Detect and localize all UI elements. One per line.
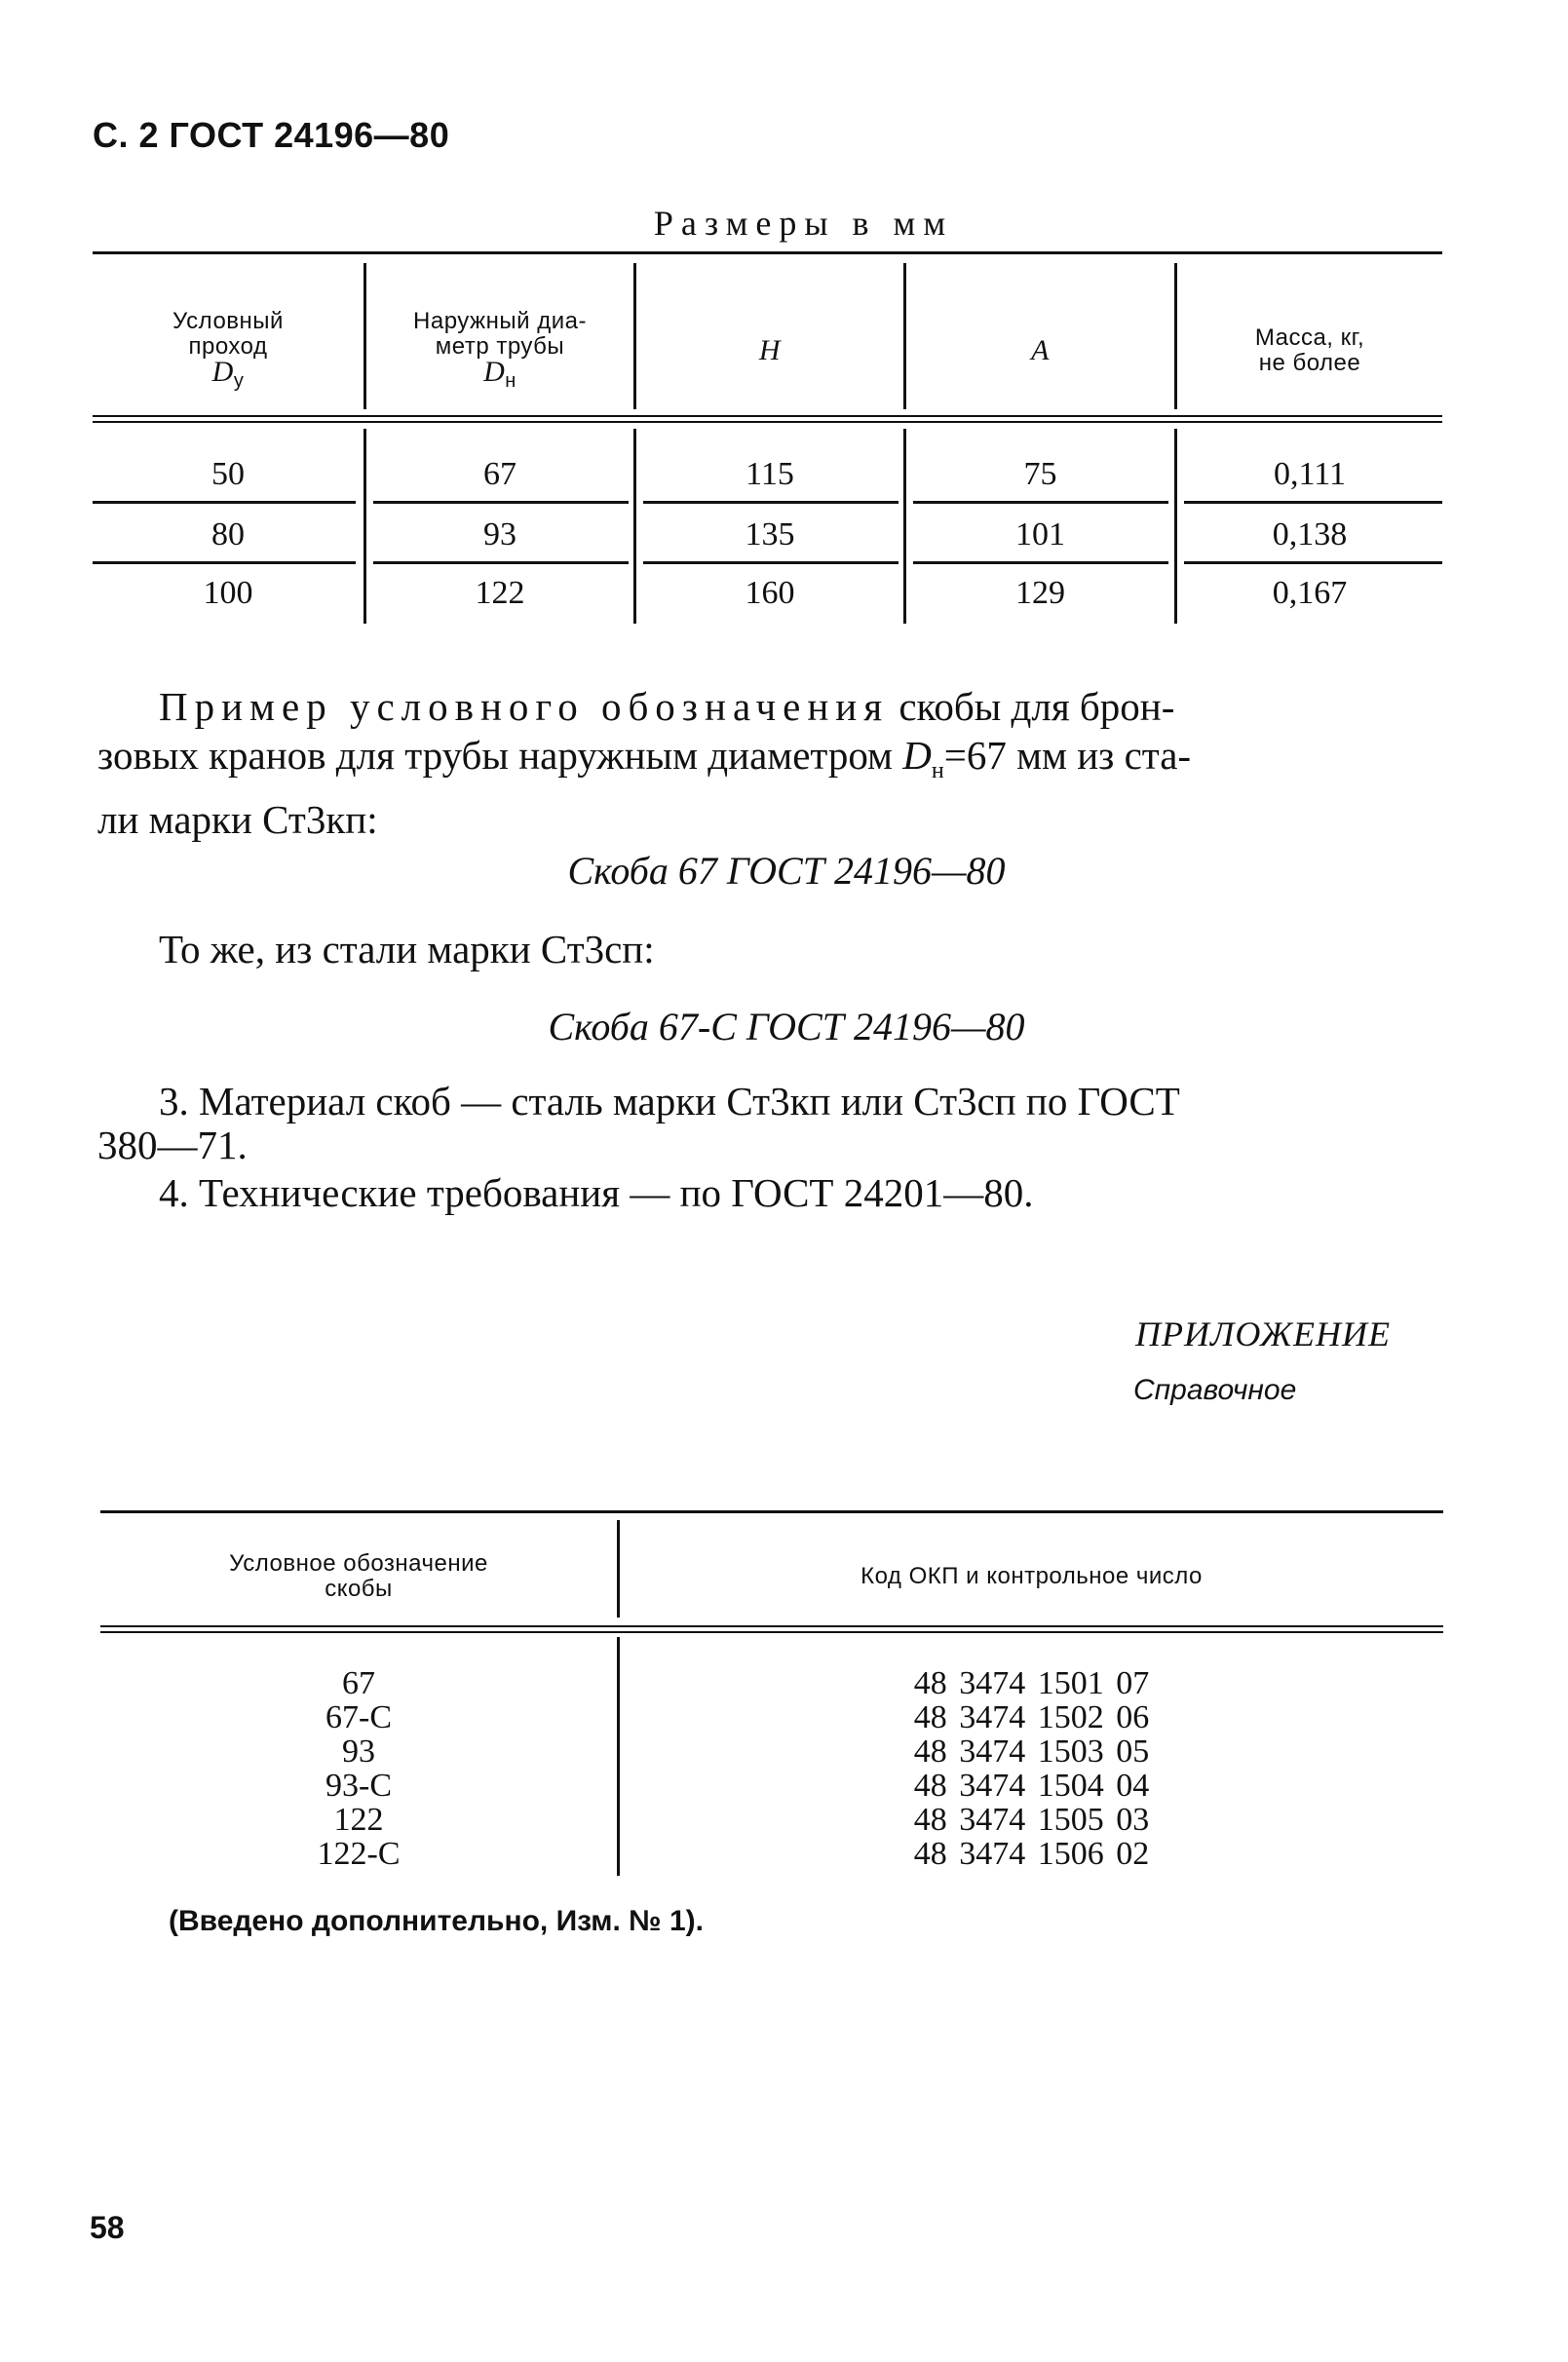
example-line3: ли марки Ст3кп: — [97, 797, 378, 843]
list-item: 122-С — [317, 1836, 401, 1872]
example-line1-rest: скобы для брон- — [889, 684, 1175, 729]
header-title: ГОСТ 24196—80 — [169, 115, 450, 155]
page-header — [93, 115, 449, 156]
example-paragraph — [97, 682, 1445, 844]
item-3-line1: 3. Материал скоб — сталь марки Ст3кп или Ст3сп по ГОСТ — [159, 1079, 1180, 1124]
table2-header-rule — [100, 1625, 1443, 1627]
list-item: 93 — [342, 1733, 375, 1770]
header-outer-diameter: Наружный диа- метр трубы $D_н$ — [413, 307, 587, 392]
table-cell: 115 — [746, 456, 794, 492]
row-rule — [913, 561, 1168, 564]
table2-header-rule-2 — [100, 1631, 1443, 1633]
table-cell: 0,138 — [1272, 516, 1348, 552]
table-cell: 122 — [475, 575, 525, 611]
item-4-requirements: 4. Технические требования — по ГОСТ 24201—80. — [159, 1170, 1034, 1215]
list-item: 67 — [342, 1665, 375, 1701]
dimensions-table — [93, 251, 1442, 631]
table1-header-rule — [93, 415, 1442, 417]
header-okp-code: Код ОКП и контрольное число — [860, 1563, 1203, 1589]
table-cell: 67 — [483, 456, 516, 492]
row-rule — [913, 501, 1168, 504]
table1-header-rule-2 — [93, 421, 1442, 423]
table-cell: 75 — [1023, 456, 1057, 492]
list-item: 48 3474 1504 04 — [913, 1768, 1150, 1804]
code-column — [620, 1666, 1443, 1871]
appendix-title: ПРИЛОЖЕНИЕ — [1135, 1314, 1391, 1353]
header-designation: Условное обозначение скобы — [229, 1550, 488, 1602]
same-steel-text: То же, из стали марки Ст3сп: — [159, 927, 655, 971]
list-item: 93-С — [325, 1768, 392, 1804]
table1-caption: Размеры в мм — [653, 204, 954, 243]
appendix-subtitle: Справочное — [1133, 1374, 1297, 1406]
table-cell: 0,167 — [1272, 575, 1348, 611]
designation-column — [100, 1666, 617, 1871]
row-rule — [373, 501, 629, 504]
table-cell: 0,111 — [1274, 456, 1346, 492]
header-prefix: С. 2 — [93, 115, 160, 155]
example-line2: зовых кранов для трубы наружным диаметром $D_н=67$ мм из ста- — [97, 733, 1192, 784]
table-cell: 135 — [745, 516, 795, 552]
example-spaced: Пример условного обозначения — [159, 684, 890, 729]
table-cell: 160 — [745, 575, 795, 611]
table-cell: 93 — [483, 516, 516, 552]
list-item: 122 — [333, 1802, 384, 1838]
row-rule — [643, 501, 899, 504]
header-h: H — [758, 334, 782, 366]
table-cell: 100 — [203, 575, 253, 611]
table-cell: 50 — [211, 456, 245, 492]
page-number: 58 — [90, 2210, 125, 2245]
list-item: 48 3474 1502 06 — [913, 1699, 1150, 1735]
table-cell: 101 — [1015, 516, 1065, 552]
row-rule — [373, 561, 629, 564]
table1-top-rule — [93, 251, 1442, 254]
row-rule — [1184, 501, 1442, 504]
row-rule — [1184, 561, 1442, 564]
list-item: 48 3474 1501 07 — [913, 1665, 1150, 1701]
list-item: 67-С — [325, 1699, 392, 1735]
header-nominal-bore: Условный проход $D_у$ — [172, 307, 284, 392]
header-mass: Масса, кг, не более — [1254, 324, 1365, 376]
row-rule — [93, 501, 356, 504]
list-item: 48 3474 1503 05 — [913, 1733, 1150, 1770]
designation-example-1: Скоба 67 ГОСТ 24196—80 — [567, 849, 1006, 893]
row-rule — [93, 561, 356, 564]
table-cell: 80 — [211, 516, 245, 552]
amendment-note: (Введено дополнительно, Изм. № 1). — [169, 1905, 704, 1937]
table-cell: 129 — [1015, 575, 1065, 611]
list-item: 48 3474 1505 03 — [913, 1802, 1150, 1838]
item-3-material — [97, 1079, 1445, 1167]
okp-code-table — [100, 1510, 1443, 1881]
row-rule — [643, 561, 899, 564]
item-3-line2: 380—71. — [97, 1123, 248, 1167]
list-item: 48 3474 1506 02 — [913, 1836, 1150, 1872]
table2-top-rule — [100, 1510, 1443, 1513]
designation-example-2: Скоба 67-С ГОСТ 24196—80 — [548, 1005, 1025, 1048]
header-a: A — [1031, 334, 1050, 366]
